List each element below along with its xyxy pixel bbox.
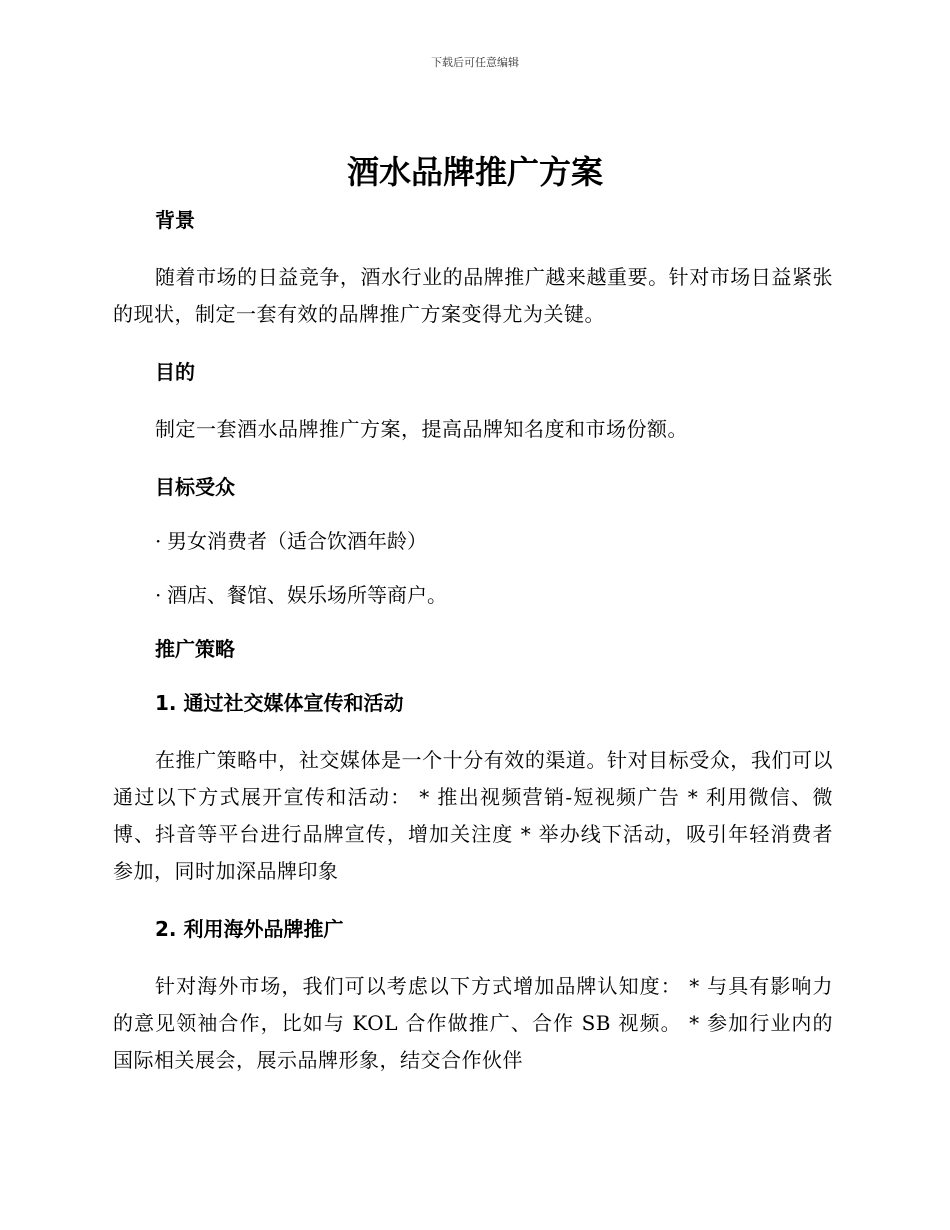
section-heading-audience: 目标受众 xyxy=(155,475,235,499)
section-heading-background: 背景 xyxy=(155,208,195,232)
page-header-note: 下载后可任意编辑 xyxy=(431,56,519,69)
overseas-paragraph: 针对海外市场，我们可以考虑以下方式增加品牌认知度： * 与具有影响力的意见领袖合作，比如与 KOL 合作做推广、合作 SB 视频。 * 参加行业内的国际相关展会，展示品牌形象，结交合作伙伴 xyxy=(113,974,833,1072)
document-body xyxy=(113,205,833,1103)
bullet-dot-icon: · xyxy=(155,583,162,607)
purpose-paragraph: 制定一套酒水品牌推广方案，提高品牌知名度和市场份额。 xyxy=(155,417,688,441)
section-heading-purpose: 目的 xyxy=(155,360,195,384)
social-media-paragraph: 在推广策略中，社交媒体是一个十分有效的渠道。针对目标受众，我们可以通过以下方式展开宣传和活动： * 推出视频营销-短视频广告 * 利用微信、微博、抖音等平台进行品牌宣传，增加关注度 * 举办线下活动，吸引年轻消费者参加，同时加深品牌印象 xyxy=(113,748,833,883)
subsection-heading-overseas: 2. 利用海外品牌推广 xyxy=(155,917,344,941)
document-title: 酒水品牌推广方案 xyxy=(346,153,603,191)
background-paragraph: 随着市场的日益竞争，酒水行业的品牌推广越来越重要。针对市场日益紧张的现状，制定一套有效的品牌推广方案变得尤为关键。 xyxy=(113,265,833,326)
audience-item-label: 男女消费者（适合饮酒年龄） xyxy=(167,529,427,553)
bullet-dot-icon: · xyxy=(155,529,162,553)
subsection-heading-social-media: 1. 通过社交媒体宣传和活动 xyxy=(155,691,404,715)
audience-item-label: 酒店、餐馆、娱乐场所等商户。 xyxy=(167,583,447,607)
audience-list-item xyxy=(113,526,833,556)
audience-list-item xyxy=(113,580,833,610)
section-heading-strategy: 推广策略 xyxy=(155,637,235,661)
